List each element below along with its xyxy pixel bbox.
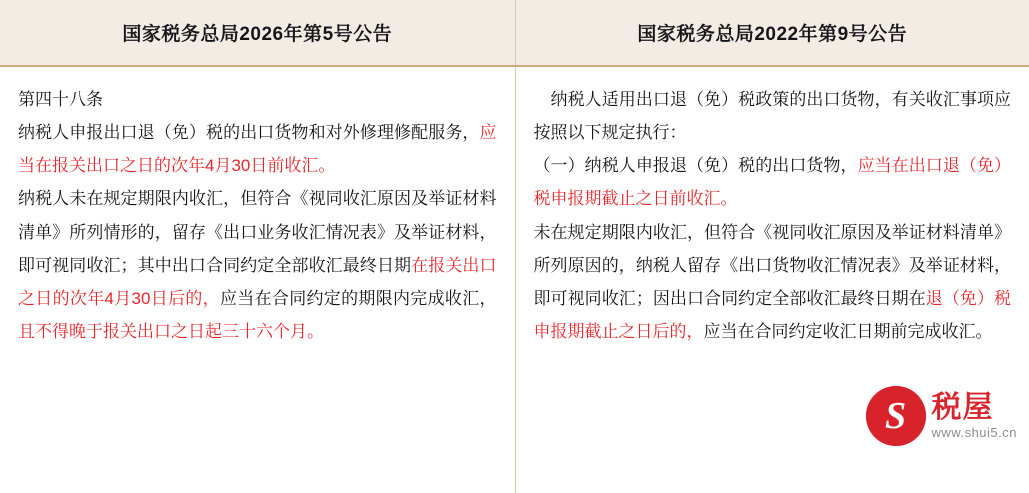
table-header-row [0, 0, 1029, 66]
paragraph [534, 149, 1012, 215]
highlighted-text: 应当在报关出口之日的次年4月30日前收汇。 [18, 123, 497, 176]
column-body-left [0, 66, 515, 493]
highlighted-text: 在报关出口之日的次年4月30日后的， [18, 255, 497, 308]
column-header-left: 国家税务总局2026年第5号公告 [0, 0, 515, 66]
paragraph [534, 216, 1012, 349]
column-body-right [515, 66, 1029, 493]
paragraph [18, 116, 497, 182]
paragraph [18, 83, 497, 116]
left-paragraphs [18, 83, 497, 348]
body-text: 应当在合同约定的期限内完成收汇， [219, 288, 497, 308]
paragraph [18, 182, 497, 348]
watermark-logo-icon: S [866, 386, 926, 446]
table-body-row [0, 66, 1029, 493]
watermark-brand: 税屋 [931, 390, 994, 424]
watermark-url: www.shui5.cn [931, 425, 1017, 441]
highlighted-text: 应当在出口退（免）税申报期截止之日前收汇。 [533, 156, 1012, 209]
body-text: 应当在合同约定收汇日期前完成收汇。 [703, 321, 993, 341]
body-text: 第四十八条 [18, 90, 103, 109]
right-paragraphs [534, 83, 1012, 348]
highlighted-text: 退（免）税申报期截止之日后的， [533, 288, 1012, 341]
body-text: 纳税人未在规定期限内收汇，但符合《视同收汇原因及举证材料清单》所列情形的，留存《出口业务收汇情况表》及举证材料，即可视同收汇；其中出口合同约定全部收汇最终日期 [18, 189, 497, 275]
highlighted-text: 且不得晚于报关出口之日起三十六个月。 [18, 321, 324, 341]
body-text: 纳税人适用出口退（免）税政策的出口货物，有关收汇事项应按照以下规定执行： [533, 90, 1011, 143]
body-text: （一）纳税人申报退（免）税的出口货物， [533, 156, 858, 176]
paragraph [534, 83, 1012, 149]
body-text: 纳税人申报出口退（免）税的出口货物和对外修理修配服务， [18, 123, 480, 143]
column-header-right: 国家税务总局2022年第9号公告 [515, 0, 1029, 66]
body-text: 未在规定期限内收汇，但符合《视同收汇原因及举证材料清单》所列原因的，纳税人留存《出口货物收汇情况表》及举证材料，即可视同收汇；因出口合同约定全部收汇最终日期在 [533, 222, 1011, 308]
